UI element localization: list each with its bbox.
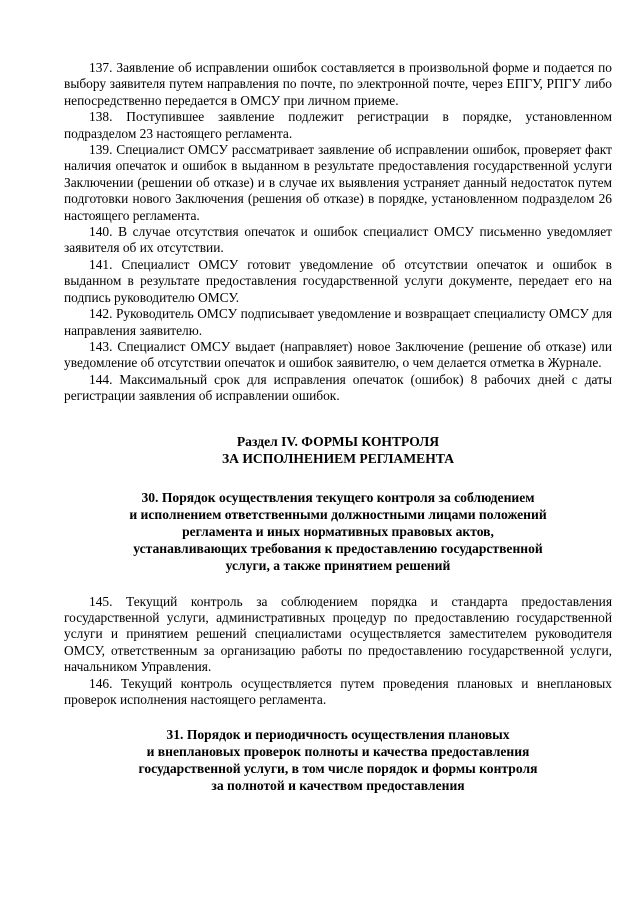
- section-heading-line: ЗА ИСПОЛНЕНИЕМ РЕГЛАМЕНТА: [221, 450, 455, 466]
- paragraph-145: 145. Текущий контроль за соблюдением порядка и стандарта предоставления государственной услуги, административных процедур по предоставлению государственной услуги и принятием решений специалистами осуществляется заместителем руководителя ОМСУ, ответственным за организацию работы по предоставлению государственной услуги, начальником Управления.: [64, 593, 612, 675]
- subsection-heading-line: устанавливающих требования к предоставлению государственной: [133, 540, 543, 556]
- paragraph-138: 138. Поступившее заявление подлежит регистрации в порядке, установленном подразделом 23 настоящего регламента.: [64, 109, 612, 141]
- section-heading-line: Раздел IV. ФОРМЫ КОНТРОЛЯ: [236, 433, 440, 449]
- subsection-heading-line: и внеплановых проверок полноты и качества предоставления: [146, 744, 530, 760]
- paragraph-137: 137. Заявление об исправлении ошибок составляется в произвольной форме и подается по выбору заявителя путем направления по почте, по электронной почте, через ЕПГУ, РПГУ либо непосредственно передается в ОМСУ при личном приеме.: [64, 60, 612, 108]
- subsection-heading-line: регламента и иных нормативных правовых актов,: [182, 523, 494, 539]
- section-heading: [64, 433, 612, 467]
- subsection-heading-line: за полнотой и качеством предоставления: [211, 778, 465, 794]
- subsection-heading-line: 30. Порядок осуществления текущего контроля за соблюдением: [141, 489, 535, 505]
- subsection-heading-line: государственной услуги, в том числе порядок и формы контроля: [138, 761, 538, 777]
- subsection-heading-line: услуги, а также принятием решений: [225, 557, 451, 573]
- subsection-heading-line: 31. Порядок и периодичность осуществления плановых: [166, 727, 510, 743]
- paragraph-142: 142. Руководитель ОМСУ подписывает уведомление и возвращает специалисту ОМСУ для направления заявителю.: [64, 306, 612, 338]
- subsection-heading-31: [64, 726, 612, 794]
- subsection-heading-30: [64, 489, 612, 574]
- subsection-heading-line: и исполнением ответственными должностными лицами положений: [129, 506, 547, 522]
- paragraph-146: 146. Текущий контроль осуществляется путем проведения плановых и внеплановых проверок исполнения настоящего регламента.: [64, 675, 612, 707]
- paragraph-141: 141. Специалист ОМСУ готовит уведомление об отсутствии опечаток и ошибок в выданном в результате предоставления государственной услуги документе, передает его на подпись руководителю ОМСУ.: [64, 256, 612, 305]
- paragraph-140: 140. В случае отсутствия опечаток и ошибок специалист ОМСУ письменно уведомляет заявителя об их отсутствии.: [64, 224, 612, 256]
- paragraph-144: 144. Максимальный срок для исправления опечаток (ошибок) 8 рабочих дней с даты регистрации заявления об исправлении ошибок.: [64, 371, 612, 404]
- paragraph-139: 139. Специалист ОМСУ рассматривает заявление об исправлении ошибок, проверяет факт наличия опечаток и ошибок в выданном в результате предоставления государственной услуги Заключении (решении об отказе) и в случае их выявления устраняет данный недостаток путем подготовки нового Заключения (решения об отказе) в порядке, установленном подразделом 26 настоящего регламента.: [64, 142, 612, 223]
- paragraph-143: 143. Специалист ОМСУ выдает (направляет) новое Заключение (решение об отказе) или уведомление об отсутствии опечаток и ошибок заявителю, о чем делается отметка в Журнале.: [64, 338, 612, 371]
